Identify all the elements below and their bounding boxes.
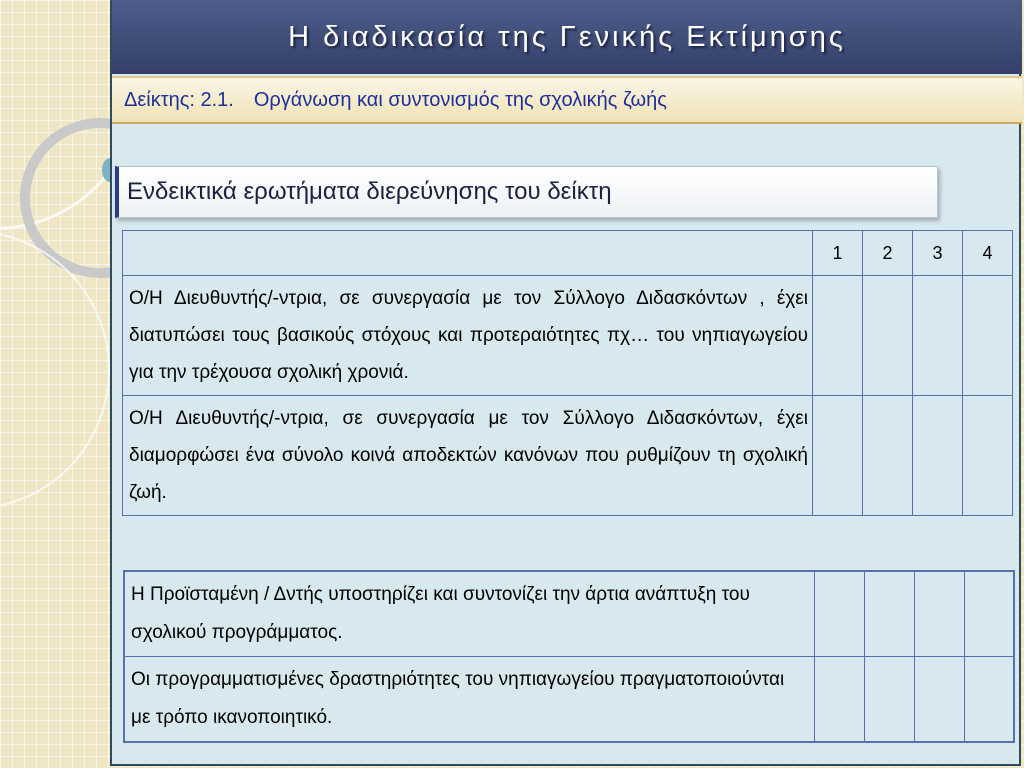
rating-table-1 xyxy=(122,230,1013,516)
rating-cell-2[interactable] xyxy=(864,571,914,657)
table-row xyxy=(123,276,1013,396)
rating-cell-1[interactable] xyxy=(814,571,864,657)
rating-cell-2[interactable] xyxy=(863,396,913,516)
page-title: Η διαδικασία της Γενικής Εκτίμησης xyxy=(288,20,846,53)
table-row xyxy=(124,657,1014,743)
question-text: Οι προγραμματισμένες δραστηριότητες του νηπιαγωγείου πραγματοποιούνται με τρόπο ικανοποιητικό. xyxy=(124,657,814,743)
title-bar xyxy=(112,0,1022,74)
header-blank-cell xyxy=(123,231,813,276)
rating-cell-1[interactable] xyxy=(813,276,863,396)
question-text: Ο/Η Διευθυντής/-ντρια, σε συνεργασία με τον Σύλλογο Διδασκόντων, έχει διαμορφώσει ένα σύνολο κοινά αποδεκτών κανόνων που ρυθμίζουν τη σχολική ζωή. xyxy=(123,396,813,516)
scale-header-4: 4 xyxy=(963,231,1013,276)
rating-cell-3[interactable] xyxy=(914,571,964,657)
indicator-label: Δείκτης: 2.1. xyxy=(124,88,234,111)
rating-cell-3[interactable] xyxy=(913,276,963,396)
rating-cell-3[interactable] xyxy=(913,396,963,516)
rating-cell-1[interactable] xyxy=(813,396,863,516)
scale-header-3: 3 xyxy=(913,231,963,276)
rating-cell-4[interactable] xyxy=(963,276,1013,396)
indicator-text: Οργάνωση και συντονισμός της σχολικής ζωής xyxy=(253,88,667,111)
rating-cell-4[interactable] xyxy=(964,571,1014,657)
table-row xyxy=(124,571,1014,657)
rating-cell-2[interactable] xyxy=(864,657,914,743)
table-header-row xyxy=(123,231,1013,276)
table-row xyxy=(123,396,1013,516)
rating-cell-3[interactable] xyxy=(914,657,964,743)
rating-table-2 xyxy=(123,570,1015,743)
question-text: Ο/Η Διευθυντής/-ντρια, σε συνεργασία με τον Σύλλογο Διδασκόντων , έχει διατυπώσει τους βασικούς στόχους και προτεραιότητες πχ… του νηπιαγωγείου για την τρέχουσα σχολική χρονιά. xyxy=(123,276,813,396)
indicator-bar xyxy=(112,76,1022,124)
section-title: Ενδεικτικά ερωτήματα διερεύνησης του δείκτη xyxy=(115,166,938,218)
scale-header-2: 2 xyxy=(863,231,913,276)
rating-cell-2[interactable] xyxy=(863,276,913,396)
rating-cell-1[interactable] xyxy=(814,657,864,743)
scale-header-1: 1 xyxy=(813,231,863,276)
rating-cell-4[interactable] xyxy=(964,657,1014,743)
rating-cell-4[interactable] xyxy=(963,396,1013,516)
question-text: Η Προϊσταμένη / Δντής υποστηρίζει και συντονίζει την άρτια ανάπτυξη του σχολικού προγράμματος. xyxy=(124,571,814,657)
